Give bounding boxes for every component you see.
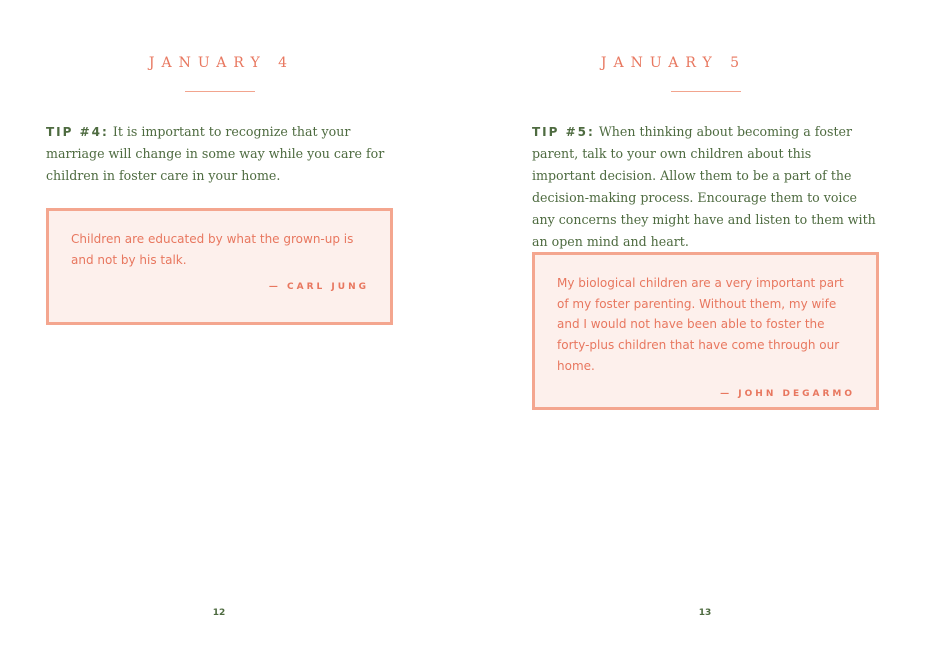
page-number: 12 (212, 608, 226, 618)
right-page (463, 0, 926, 648)
tip-label: TIP #4: (46, 125, 109, 139)
quote-text: My biological children are a very important part of my foster parenting. Without them, my wife and I would not have been able to foster the forty-plus children that have come through our home. (557, 276, 844, 373)
heading-divider (185, 91, 255, 92)
quote-box (532, 252, 879, 410)
date-heading: JANUARY 4 (148, 55, 295, 71)
tip-paragraph (46, 121, 391, 187)
page-number: 13 (698, 608, 712, 618)
date-heading: JANUARY 5 (600, 55, 747, 71)
quote-author: — CARL JUNG (268, 282, 369, 293)
tip-text: When thinking about becoming a foster parent, talk to your own children about this important decision. Allow them to be a part of the decision-making process. Encourage them to voice any concerns they might have and listen to them with an open mind and heart. (532, 124, 876, 249)
quote-text: Children are educated by what the grown-up is and not by his talk. (71, 232, 354, 267)
tip-label: TIP #5: (532, 125, 595, 139)
tip-text: It is important to recognize that your marriage will change in some way while you care for children in foster care in your home. (46, 124, 385, 183)
quote-author: — JOHN DEGARMO (720, 388, 855, 399)
quote-box (46, 208, 393, 325)
tip-paragraph (532, 121, 877, 253)
heading-divider (671, 91, 741, 92)
